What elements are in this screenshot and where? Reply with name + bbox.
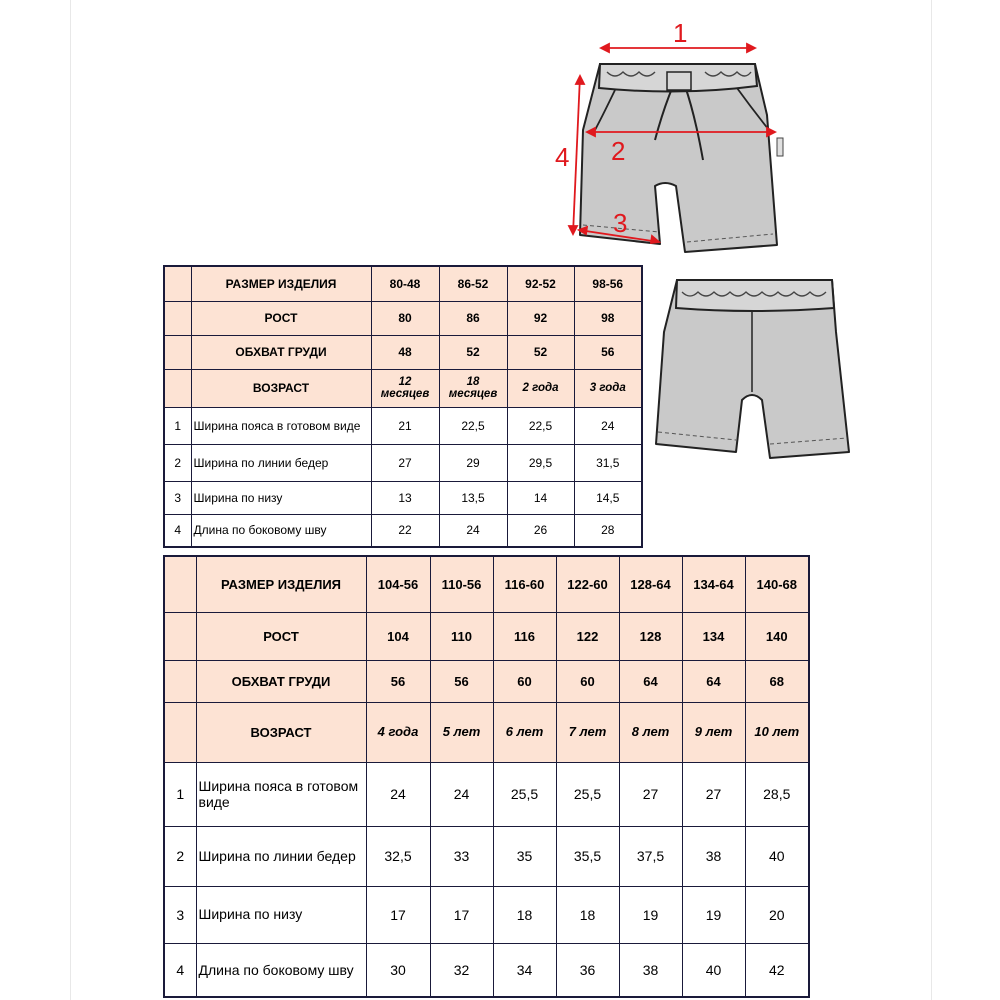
table-row: РАЗМЕР ИЗДЕЛИЯ 104-56 110-56 116-60 122-60 128-64 134-64 140-68 <box>164 556 809 612</box>
row-label: ОБХВАТ ГРУДИ <box>191 335 371 369</box>
marker-2: 2 <box>611 136 626 166</box>
table-row: 2 Ширина по линии бедер 32,5 33 35 35,5 37,5 38 40 <box>164 826 809 886</box>
row-label: Ширина по линии бедер <box>191 444 371 481</box>
shorts-back-drawing <box>652 272 852 477</box>
table-row: 1 Ширина пояса в готовом виде 21 22,5 22,5 24 <box>164 407 642 444</box>
row-label: Ширина по линии бедер <box>196 826 366 886</box>
table-row: РОСТ 104 110 116 122 128 134 140 <box>164 612 809 660</box>
row-label: ВОЗРАСТ <box>191 369 371 407</box>
shorts-front-drawing <box>555 20 795 265</box>
table-row: 3 Ширина по низу 13 13,5 14 14,5 <box>164 481 642 514</box>
row-label: Ширина по низу <box>191 481 371 514</box>
marker-3: 3 <box>613 208 628 238</box>
row-label: Ширина пояса в готовом виде <box>191 407 371 444</box>
row-label: ВОЗРАСТ <box>196 702 366 762</box>
table-row: 4 Длина по боковому шву 22 24 26 28 <box>164 514 642 547</box>
table-row: РОСТ 80 86 92 98 <box>164 301 642 335</box>
row-label: РОСТ <box>196 612 366 660</box>
row-label: Ширина по низу <box>196 886 366 943</box>
table-row: 1 Ширина пояса в готовом виде 24 24 25,5 25,5 27 27 28,5 <box>164 762 809 826</box>
marker-1: 1 <box>673 20 688 48</box>
row-label: Длина по боковому шву <box>196 943 366 997</box>
table-row: 3 Ширина по низу 17 17 18 18 19 19 20 <box>164 886 809 943</box>
table-row: ОБХВАТ ГРУДИ 48 52 52 56 <box>164 335 642 369</box>
row-label: РАЗМЕР ИЗДЕЛИЯ <box>196 556 366 612</box>
table-row: 4 Длина по боковому шву 30 32 34 36 38 40 42 <box>164 943 809 997</box>
row-label: ОБХВАТ ГРУДИ <box>196 660 366 702</box>
row-label: РОСТ <box>191 301 371 335</box>
marker-4: 4 <box>555 142 570 172</box>
size-table-large <box>163 555 810 998</box>
size-table-small <box>163 265 643 548</box>
row-label: Ширина пояса в готовом виде <box>196 762 366 826</box>
table-row: ВОЗРАСТ 12 месяцев 18 месяцев 2 года 3 года <box>164 369 642 407</box>
table-row: РАЗМЕР ИЗДЕЛИЯ 80-48 86-52 92-52 98-56 <box>164 266 642 301</box>
table-row: ОБХВАТ ГРУДИ 56 56 60 60 64 64 68 <box>164 660 809 702</box>
table-row: 2 Ширина по линии бедер 27 29 29,5 31,5 <box>164 444 642 481</box>
table-row: ВОЗРАСТ 4 года 5 лет 6 лет 7 лет 8 лет 9 лет 10 лет <box>164 702 809 762</box>
row-label: Длина по боковому шву <box>191 514 371 547</box>
row-label: РАЗМЕР ИЗДЕЛИЯ <box>191 266 371 301</box>
